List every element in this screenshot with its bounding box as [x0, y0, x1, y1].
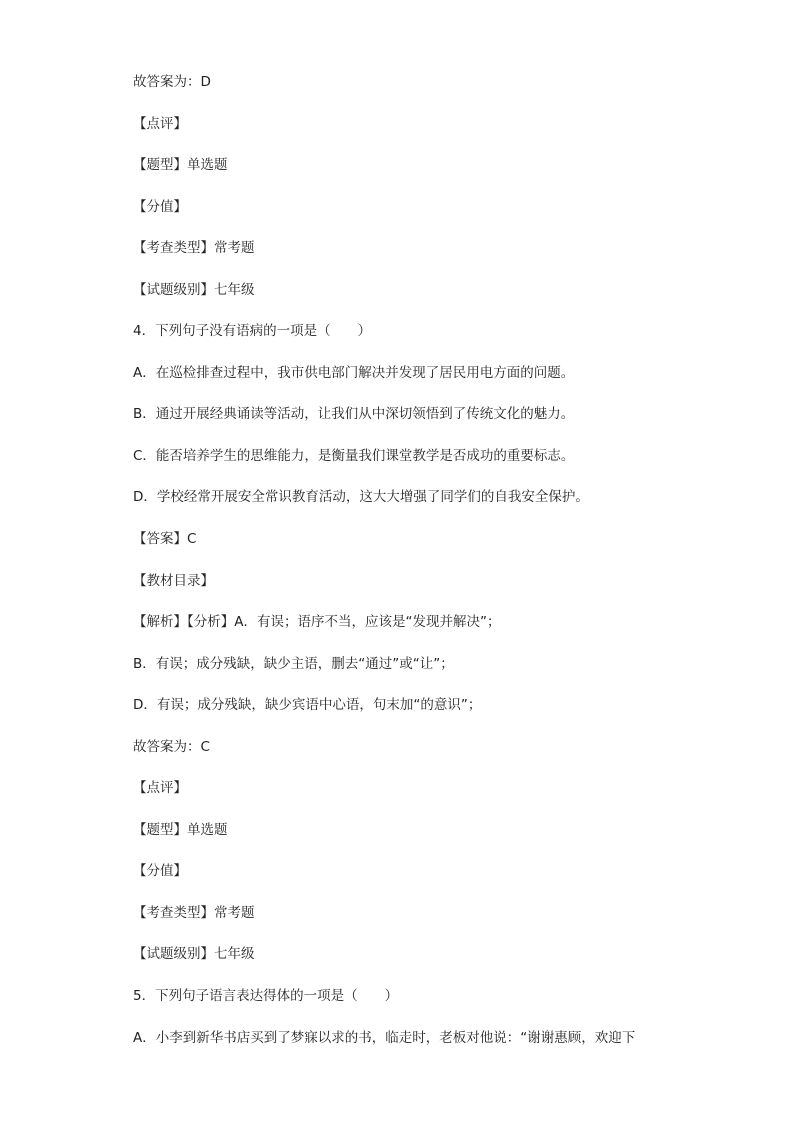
score-label: 【分值】	[133, 863, 187, 879]
answer-line: 故答案为：C	[133, 739, 210, 755]
comment-label: 【点评】	[133, 780, 187, 796]
analysis-line-a: 【解析】【分析】A．有误；语序不当，应该是“发现并解决”；	[133, 614, 501, 630]
grade-level-line: 【试题级别】七年级	[133, 946, 255, 962]
answer-line: 故答案为：D	[133, 74, 211, 90]
question-5-option-a: A．小李到新华书店买到了梦寐以求的书，临走时，老板对他说：“谢谢惠顾，欢迎下	[133, 1030, 636, 1046]
comment-label: 【点评】	[133, 116, 187, 132]
analysis-line-d: D．有误；成分残缺，缺少宾语中心语，句末加“的意识”；	[133, 697, 482, 713]
question-type-line: 【题型】单选题	[133, 822, 228, 838]
question-4-stem: 4．下列句子没有语病的一项是（ ）	[133, 323, 372, 339]
analysis-line-b: B．有误；成分残缺，缺少主语，删去“通过”或“让”；	[133, 656, 454, 672]
textbook-catalog-label: 【教材目录】	[133, 573, 214, 589]
grade-level-line: 【试题级别】七年级	[133, 282, 255, 298]
question-5-stem: 5．下列句子语言表达得体的一项是（ ）	[133, 988, 399, 1004]
exam-type-line: 【考查类型】常考题	[133, 905, 255, 921]
score-label: 【分值】	[133, 199, 187, 215]
question-4-option-a: A．在巡检排查过程中，我市供电部门解决并发现了居民用电方面的问题。	[133, 365, 575, 381]
question-4-option-c: C．能否培养学生的思维能力，是衡量我们课堂教学是否成功的重要标志。	[133, 448, 575, 464]
question-type-line: 【题型】单选题	[133, 157, 228, 173]
question-4-option-b: B．通过开展经典诵读等活动，让我们从中深切领悟到了传统文化的魅力。	[133, 406, 575, 422]
exam-type-line: 【考查类型】常考题	[133, 240, 255, 256]
question-4-option-d: D．学校经常开展安全常识教育活动，这大大增强了同学们的自我安全保护。	[133, 489, 589, 505]
question-4-answer: 【答案】C	[133, 531, 197, 547]
